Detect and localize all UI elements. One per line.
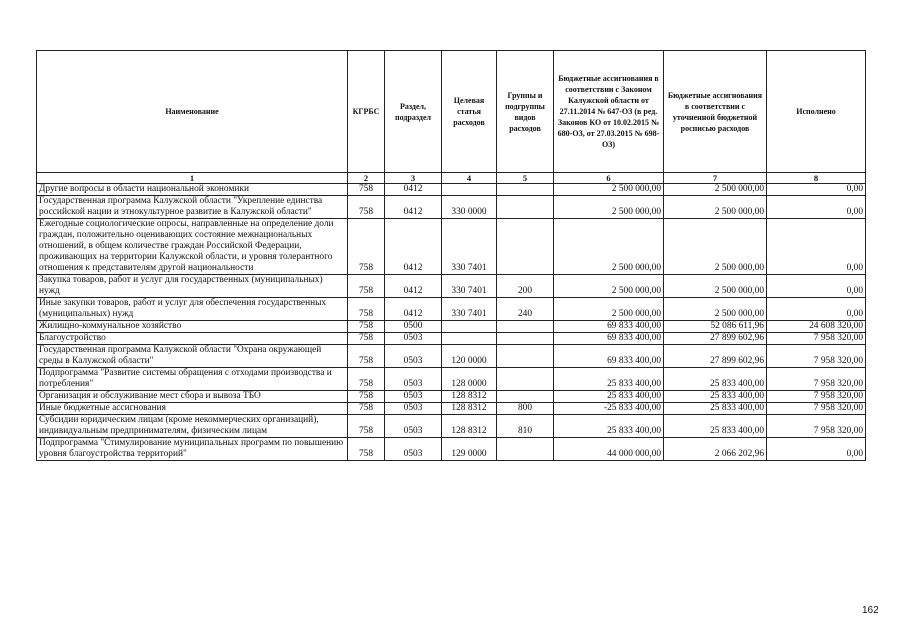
header-name: Наименование bbox=[37, 51, 348, 173]
row-group: 810 bbox=[497, 415, 554, 438]
row-group: 800 bbox=[497, 403, 554, 415]
row-kgrbs: 758 bbox=[348, 219, 385, 275]
row-executed: 7 958 320,00 bbox=[767, 391, 866, 403]
row-law-amount: 2 500 000,00 bbox=[554, 196, 664, 219]
column-number: 2 bbox=[348, 173, 385, 184]
row-executed: 7 958 320,00 bbox=[767, 345, 866, 368]
row-group bbox=[497, 184, 554, 196]
table-row bbox=[37, 275, 866, 298]
row-group: 240 bbox=[497, 298, 554, 321]
row-name: Иные бюджетные ассигнования bbox=[37, 403, 348, 415]
row-section: 0412 bbox=[385, 184, 442, 196]
row-group bbox=[497, 438, 554, 461]
table-row bbox=[37, 298, 866, 321]
row-article: 128 8312 bbox=[442, 403, 497, 415]
row-law-amount: 2 500 000,00 bbox=[554, 184, 664, 196]
row-group bbox=[497, 345, 554, 368]
row-kgrbs: 758 bbox=[348, 321, 385, 333]
table-row bbox=[37, 321, 866, 333]
row-article: 330 0000 bbox=[442, 196, 497, 219]
row-roll-amount: 25 833 400,00 bbox=[664, 368, 767, 391]
row-law-amount: 25 833 400,00 bbox=[554, 415, 664, 438]
row-name: Закупка товаров, работ и услуг для государственных (муниципальных) нужд bbox=[37, 275, 348, 298]
column-number: 6 bbox=[554, 173, 664, 184]
row-group bbox=[497, 219, 554, 275]
header-section: Раздел, подраздел bbox=[385, 51, 442, 173]
row-roll-amount: 2 500 000,00 bbox=[664, 219, 767, 275]
row-executed: 7 958 320,00 bbox=[767, 368, 866, 391]
row-executed: 24 608 320,00 bbox=[767, 321, 866, 333]
table-row bbox=[37, 345, 866, 368]
table-row bbox=[37, 415, 866, 438]
row-law-amount: 25 833 400,00 bbox=[554, 391, 664, 403]
row-name: Иные закупки товаров, работ и услуг для обеспечения государственных (муниципальных) нужд bbox=[37, 298, 348, 321]
row-kgrbs: 758 bbox=[348, 275, 385, 298]
budget-table bbox=[36, 50, 866, 461]
column-number: 7 bbox=[664, 173, 767, 184]
row-kgrbs: 758 bbox=[348, 403, 385, 415]
row-section: 0503 bbox=[385, 391, 442, 403]
row-article bbox=[442, 333, 497, 345]
row-kgrbs: 758 bbox=[348, 345, 385, 368]
row-kgrbs: 758 bbox=[348, 298, 385, 321]
row-name: Другие вопросы в области национальной экономики bbox=[37, 184, 348, 196]
column-number: 5 bbox=[497, 173, 554, 184]
row-roll-amount: 27 899 602,96 bbox=[664, 345, 767, 368]
column-number: 8 bbox=[767, 173, 866, 184]
row-roll-amount: 52 086 611,96 bbox=[664, 321, 767, 333]
row-section: 0503 bbox=[385, 438, 442, 461]
row-article: 330 7401 bbox=[442, 298, 497, 321]
header-kgrbs: КГРБС bbox=[348, 51, 385, 173]
row-executed: 0,00 bbox=[767, 184, 866, 196]
row-article: 128 8312 bbox=[442, 415, 497, 438]
row-law-amount: 69 833 400,00 bbox=[554, 321, 664, 333]
row-section: 0412 bbox=[385, 196, 442, 219]
table-row bbox=[37, 403, 866, 415]
row-roll-amount: 2 500 000,00 bbox=[664, 184, 767, 196]
row-executed: 0,00 bbox=[767, 438, 866, 461]
row-name: Жилищно-коммунальное хозяйство bbox=[37, 321, 348, 333]
row-roll-amount: 2 500 000,00 bbox=[664, 275, 767, 298]
row-group bbox=[497, 333, 554, 345]
row-law-amount: 25 833 400,00 bbox=[554, 368, 664, 391]
row-roll-amount: 2 066 202,96 bbox=[664, 438, 767, 461]
row-group bbox=[497, 321, 554, 333]
row-section: 0503 bbox=[385, 345, 442, 368]
row-article: 128 0000 bbox=[442, 368, 497, 391]
column-number: 3 bbox=[385, 173, 442, 184]
row-name: Благоустройство bbox=[37, 333, 348, 345]
row-roll-amount: 25 833 400,00 bbox=[664, 415, 767, 438]
row-section: 0503 bbox=[385, 403, 442, 415]
row-article bbox=[442, 184, 497, 196]
header-executed: Исполнено bbox=[767, 51, 866, 173]
row-executed: 7 958 320,00 bbox=[767, 403, 866, 415]
table-row bbox=[37, 333, 866, 345]
table-row bbox=[37, 184, 866, 196]
row-kgrbs: 758 bbox=[348, 415, 385, 438]
row-group bbox=[497, 391, 554, 403]
row-kgrbs: 758 bbox=[348, 184, 385, 196]
row-group bbox=[497, 368, 554, 391]
table-row bbox=[37, 196, 866, 219]
row-executed: 0,00 bbox=[767, 196, 866, 219]
table-row bbox=[37, 219, 866, 275]
row-name: Субсидии юридическим лицам (кроме некоммерческих организаций), индивидуальным предпринимателям, физическим лицам bbox=[37, 415, 348, 438]
row-section: 0500 bbox=[385, 321, 442, 333]
row-law-amount: 69 833 400,00 bbox=[554, 345, 664, 368]
column-number: 1 bbox=[37, 173, 348, 184]
row-roll-amount: 2 500 000,00 bbox=[664, 298, 767, 321]
row-group bbox=[497, 196, 554, 219]
table-row bbox=[37, 368, 866, 391]
row-name: Организация и обслуживание мест сбора и вывоза ТБО bbox=[37, 391, 348, 403]
row-law-amount: 2 500 000,00 bbox=[554, 298, 664, 321]
row-article: 129 0000 bbox=[442, 438, 497, 461]
row-section: 0412 bbox=[385, 219, 442, 275]
row-article: 128 8312 bbox=[442, 391, 497, 403]
column-number-row bbox=[37, 173, 866, 184]
row-name: Подпрограмма "Стимулирование муниципальных программ по повышению уровня благоустройства территорий" bbox=[37, 438, 348, 461]
header-group: Группы и подгруппы видов расходов bbox=[497, 51, 554, 173]
row-roll-amount: 2 500 000,00 bbox=[664, 196, 767, 219]
row-section: 0412 bbox=[385, 275, 442, 298]
header-row bbox=[37, 51, 866, 173]
column-number: 4 bbox=[442, 173, 497, 184]
row-executed: 0,00 bbox=[767, 275, 866, 298]
row-law-amount: -25 833 400,00 bbox=[554, 403, 664, 415]
table-row bbox=[37, 438, 866, 461]
row-article: 120 0000 bbox=[442, 345, 497, 368]
row-executed: 0,00 bbox=[767, 219, 866, 275]
row-law-amount: 2 500 000,00 bbox=[554, 275, 664, 298]
row-kgrbs: 758 bbox=[348, 438, 385, 461]
row-group: 200 bbox=[497, 275, 554, 298]
row-roll-amount: 27 899 602,96 bbox=[664, 333, 767, 345]
row-law-amount: 44 000 000,00 bbox=[554, 438, 664, 461]
row-section: 0503 bbox=[385, 368, 442, 391]
row-article: 330 7401 bbox=[442, 219, 497, 275]
row-executed: 0,00 bbox=[767, 298, 866, 321]
page-number: 162 bbox=[862, 605, 879, 616]
row-law-amount: 2 500 000,00 bbox=[554, 219, 664, 275]
row-executed: 7 958 320,00 bbox=[767, 333, 866, 345]
row-roll-amount: 25 833 400,00 bbox=[664, 391, 767, 403]
row-section: 0412 bbox=[385, 298, 442, 321]
row-kgrbs: 758 bbox=[348, 196, 385, 219]
row-article: 330 7401 bbox=[442, 275, 497, 298]
row-kgrbs: 758 bbox=[348, 391, 385, 403]
row-name: Государственная программа Калужской области "Охрана окружающей среды в Калужской области" bbox=[37, 345, 348, 368]
row-section: 0503 bbox=[385, 333, 442, 345]
row-section: 0503 bbox=[385, 415, 442, 438]
header-law-amount: Бюджетные ассигнования в соответствии с Законом Калужской области от 27.11.2014 № 647-ОЗ (в ред. Законов КО от 10.02.2015 № 680-ОЗ, от 27.03.2015 № 698-ОЗ) bbox=[554, 51, 664, 173]
row-roll-amount: 25 833 400,00 bbox=[664, 403, 767, 415]
table-row bbox=[37, 391, 866, 403]
row-law-amount: 69 833 400,00 bbox=[554, 333, 664, 345]
row-kgrbs: 758 bbox=[348, 368, 385, 391]
header-article: Целевая статья расходов bbox=[442, 51, 497, 173]
header-roll-amount: Бюджетные ассигнования в соответствии с уточненной бюджетной росписью расходов bbox=[664, 51, 767, 173]
row-name: Подпрограмма "Развитие системы обращения с отходами производства и потребления" bbox=[37, 368, 348, 391]
row-name: Ежегодные социологические опросы, направленные на определение доли граждан, положительно оценивающих состояние межнациональных отношений, в общем количестве граждан Российской Федерации, проживающих на территории Калужской области, и уровня толерантного отношения к представителям другой национальности bbox=[37, 219, 348, 275]
row-name: Государственная программа Калужской области "Укрепление единства российской нации и этнокультурное развитие в Калужской области" bbox=[37, 196, 348, 219]
row-article bbox=[442, 321, 497, 333]
row-kgrbs: 758 bbox=[348, 333, 385, 345]
row-executed: 7 958 320,00 bbox=[767, 415, 866, 438]
